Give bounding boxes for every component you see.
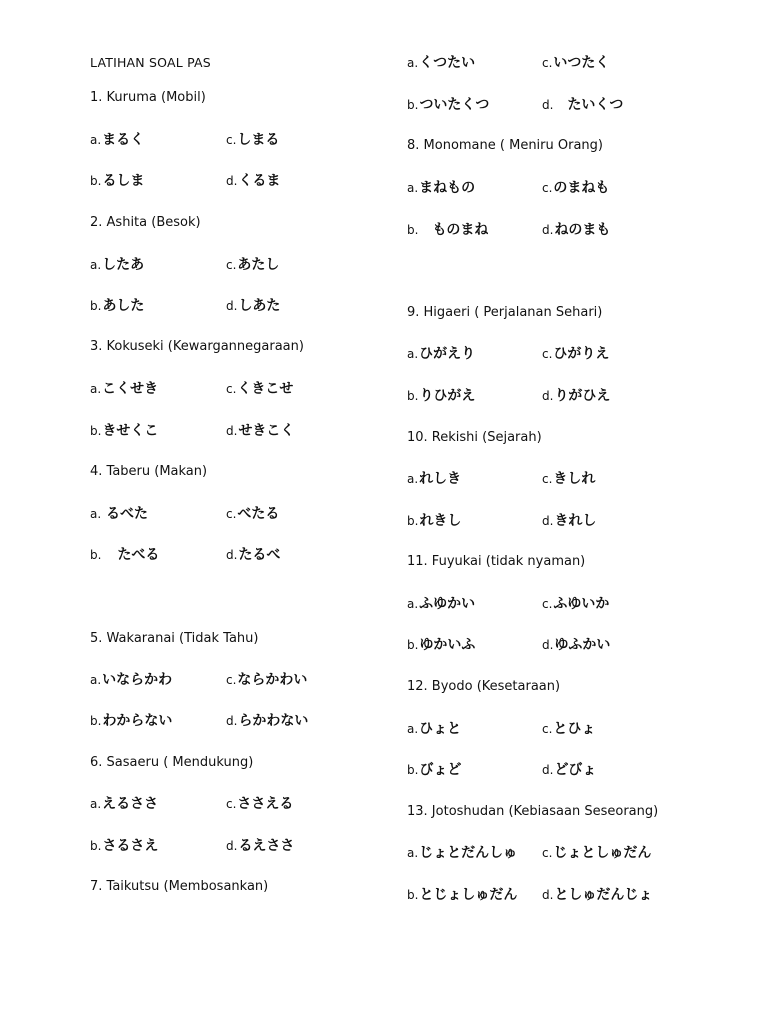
q12-option-c: c.とひょ — [542, 721, 596, 737]
q3-option-d: d.せきこく — [226, 423, 295, 439]
q7-option-c: c.いつたく — [542, 55, 610, 71]
q13-option-d: d.としゅだんじょ — [542, 887, 653, 903]
q5-option-c: c.ならかわい — [226, 672, 308, 688]
q4-option-b: b. たべる — [90, 547, 160, 563]
page-title: LATIHAN SOAL PAS — [90, 55, 211, 70]
q12-option-a: a.ひょと — [407, 721, 462, 737]
q8-option-d: d.ねのまも — [542, 222, 611, 238]
question-4: 4. Taberu (Makan) — [90, 464, 208, 479]
question-3: 3. Kokuseki (Kewargannegaraan) — [90, 339, 304, 354]
q13-option-c: c.じょとしゅだん — [542, 845, 652, 861]
q4-option-d: d.たるべ — [226, 547, 281, 563]
question-8: 8. Monomane ( Meniru Orang) — [407, 138, 603, 153]
q12-option-b: b.びょど — [407, 762, 462, 778]
q1-option-b: b.るしま — [90, 173, 145, 189]
question-13: 13. Jotoshudan (Kebiasaan Seseorang) — [407, 804, 659, 819]
q9-option-d: d.りがひえ — [542, 388, 611, 404]
q4-option-a: a. るべた — [90, 506, 148, 522]
q2-option-b: b.あした — [90, 298, 145, 314]
question-9: 9. Higaeri ( Perjalanan Sehari) — [407, 305, 603, 320]
q6-option-c: c.ささえる — [226, 796, 294, 812]
q2-option-c: c.あたし — [226, 257, 280, 273]
q1-option-d: d.くるま — [226, 173, 281, 189]
question-12: 12. Byodo (Kesetaraan) — [407, 679, 561, 694]
q6-option-a: a.えるささ — [90, 796, 159, 812]
q6-option-b: b.さるさえ — [90, 838, 159, 854]
q11-option-b: b.ゆかいふ — [407, 637, 476, 653]
q5-option-b: b.わからない — [90, 713, 173, 729]
q12-option-d: d.どびょ — [542, 762, 597, 778]
q9-option-c: c.ひがりえ — [542, 346, 610, 362]
q11-option-a: a.ふゆかい — [407, 596, 476, 612]
q9-option-b: b.りひがえ — [407, 388, 476, 404]
question-5: 5. Wakaranai (Tidak Tahu) — [90, 631, 259, 646]
q3-option-a: a.こくせき — [90, 381, 159, 397]
q1-option-c: c.しまる — [226, 132, 280, 148]
question-7: 7. Taikutsu (Membosankan) — [90, 879, 269, 894]
q6-option-d: d.るえささ — [226, 838, 295, 854]
q10-option-b: b.れきし — [407, 513, 462, 529]
q13-option-a: a.じょとだんしゅ — [407, 845, 518, 861]
question-11: 11. Fuyukai (tidak nyaman) — [407, 554, 586, 569]
q9-option-a: a.ひがえり — [407, 346, 476, 362]
q3-option-b: b.きせくこ — [90, 423, 159, 439]
q10-option-c: c.きしれ — [542, 471, 596, 487]
q7-option-d: d. たいくつ — [542, 97, 624, 113]
q4-option-c: c.べたる — [226, 506, 280, 522]
q11-option-d: d.ゆふかい — [542, 637, 611, 653]
q2-option-d: d.しあた — [226, 298, 281, 314]
q8-option-c: c.のまねも — [542, 180, 610, 196]
question-10: 10. Rekishi (Sejarah) — [407, 430, 542, 445]
q8-option-b: b. ものまね — [407, 222, 489, 238]
q11-option-c: c.ふゆいか — [542, 596, 610, 612]
q10-option-d: d.きれし — [542, 513, 597, 529]
q8-option-a: a.まねもの — [407, 180, 476, 196]
q5-option-a: a.いならかわ — [90, 672, 173, 688]
q1-option-a: a.まるく — [90, 132, 145, 148]
q13-option-b: b.とじょしゅだん — [407, 887, 518, 903]
q2-option-a: a.したあ — [90, 257, 145, 273]
q5-option-d: d.らかわない — [226, 713, 309, 729]
q3-option-c: c.くきこせ — [226, 381, 294, 397]
q7-option-a: a.くつたい — [407, 55, 476, 71]
q10-option-a: a.れしき — [407, 471, 462, 487]
question-6: 6. Sasaeru ( Mendukung) — [90, 755, 254, 770]
question-2: 2. Ashita (Besok) — [90, 215, 201, 230]
question-1: 1. Kuruma (Mobil) — [90, 90, 206, 105]
q7-option-b: b.ついたくつ — [407, 97, 490, 113]
